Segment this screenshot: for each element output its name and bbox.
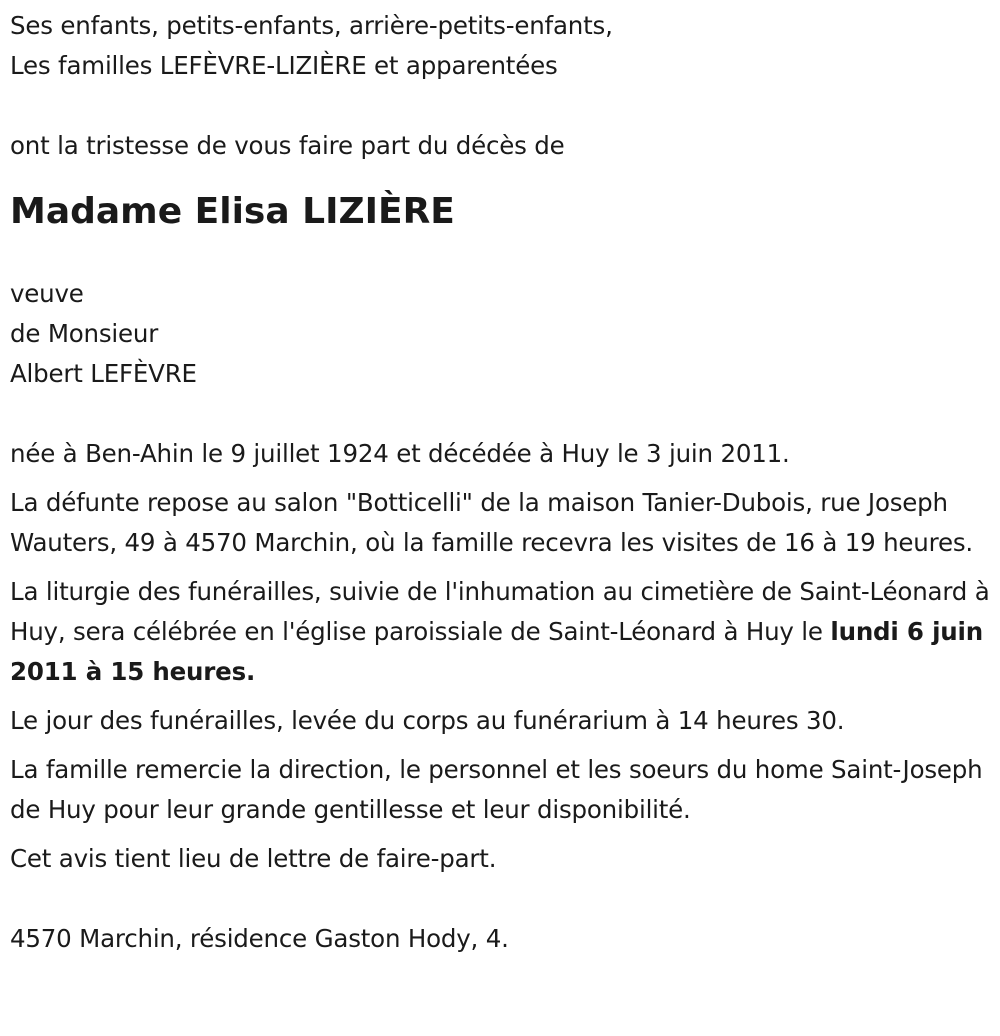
departure-paragraph: Le jour des funérailles, levée du corps au funérarium à 14 heures 30. — [10, 706, 845, 735]
intro-line-family: Ses enfants, petits-enfants, arrière-petits-enfants, — [10, 11, 613, 40]
birth-death-paragraph: née à Ben-Ahin le 9 juillet 1924 et décédée à Huy le 3 juin 2011. — [10, 439, 790, 468]
funeral-date: lundi 6 juin 2011 à 15 heures. — [10, 617, 983, 686]
status-widow: veuve — [10, 279, 84, 308]
intro-line-announcement: ont la tristesse de vous faire part du décès de — [10, 131, 565, 160]
spacer — [10, 86, 990, 126]
funeral-text: La liturgie des funérailles, suivie de l'inhumation au cimetière de Saint-Léonard à Huy, sera célébrée en l'église paroissiale de Saint-Léonard à Huy le — [10, 577, 990, 646]
family-address: 4570 Marchin, résidence Gaston Hody, 4. — [10, 924, 509, 953]
thanks-paragraph: La famille remercie la direction, le personnel et les soeurs du home Saint-Joseph de Huy pour leur grande gentillesse et leur disponibilité. — [10, 755, 983, 824]
spacer — [10, 394, 990, 434]
intro-line-families: Les familles LEFÈVRE-LIZIÈRE et apparentées — [10, 51, 558, 80]
status-spouse-name: Albert LEFÈVRE — [10, 359, 197, 388]
status-of-monsieur: de Monsieur — [10, 319, 159, 348]
spacer — [10, 888, 990, 919]
visitation-paragraph: La défunte repose au salon "Botticelli" de la maison Tanier-Dubois, rue Joseph Wauters, 49 à 4570 Marchin, où la famille recevra les visites de 16 à 19 heures. — [10, 488, 973, 557]
deceased-name: Madame Elisa LIZIÈRE — [10, 191, 455, 232]
notice-paragraph: Cet avis tient lieu de lettre de faire-part. — [10, 844, 497, 873]
funeral-paragraph — [10, 572, 990, 692]
